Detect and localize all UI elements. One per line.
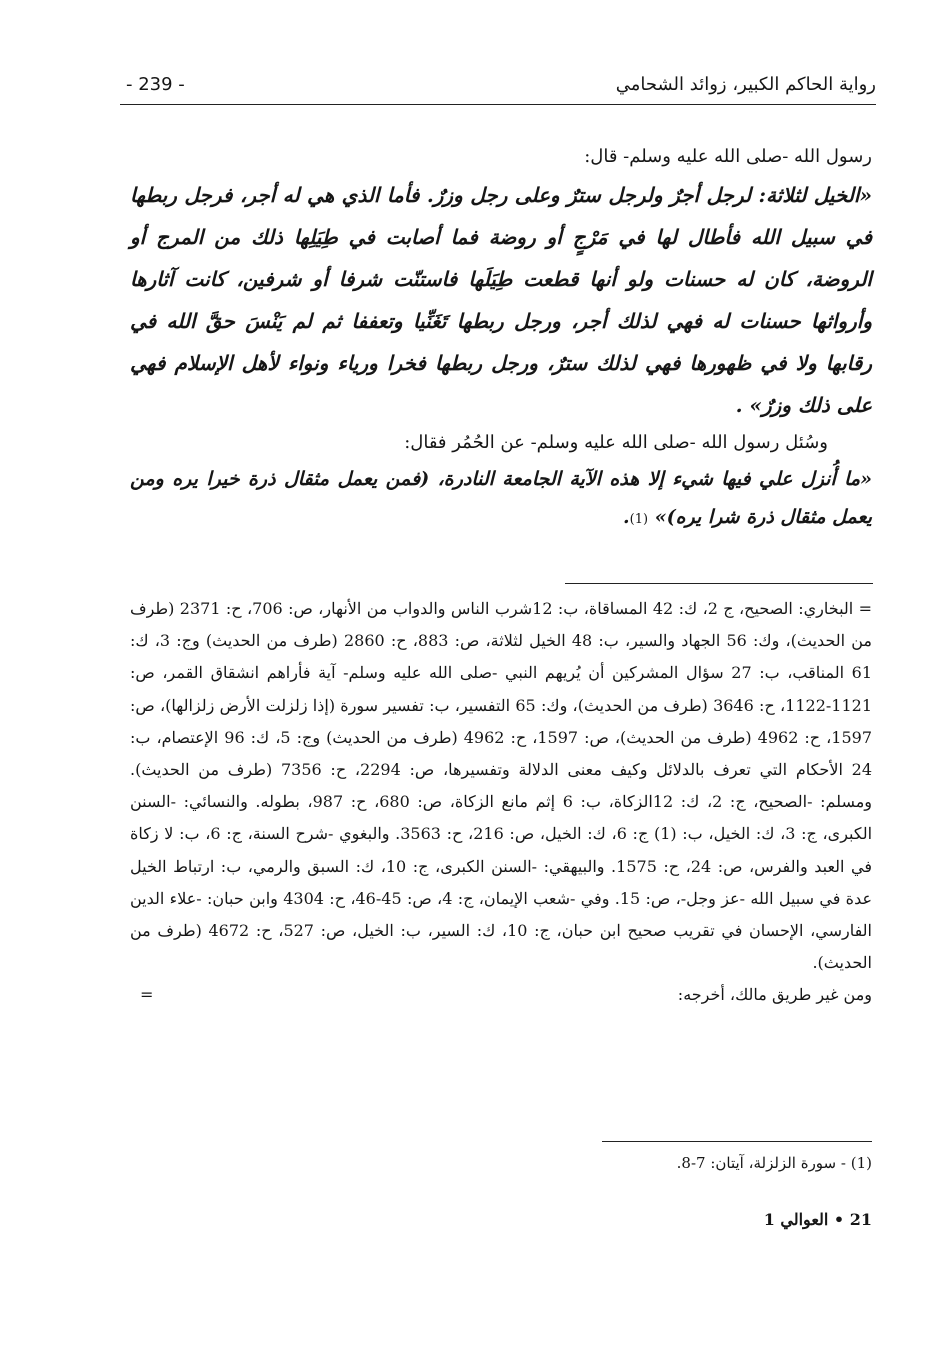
main-text	[130, 140, 872, 539]
page-signature: 21 • العوالي 1	[763, 1210, 872, 1229]
continuation-mark: =	[140, 985, 154, 1005]
narration-intro: رسول الله -صلى الله عليه وسلم- قال:	[584, 146, 872, 167]
footnote-separator	[565, 583, 873, 584]
ayah-note-separator	[602, 1141, 872, 1142]
footnote-continuation	[130, 979, 872, 1011]
page-number: - 239 -	[126, 74, 185, 95]
footnote-sources: = البخاري: الصحيح، ج 2، ك: 42 المساقاة، ب: 12شرب الناس والدواب من الأنهار، ص: 706، ح: 2371 (طرف من الحديث)، وك: 56 الجهاد والسير، ب: 48 الخيل لثلاثة، ص: 883، ح: 2860 (طرف من الحديث) وج: 3، ك: 61 المناقب، ب: 27 سؤال المشركين أن يُريهم النبي -صلى الله عليه وسلم- آية فأراهم انشقاق القمر، ص: 1121-1122، ح: 3646 (طرف من الحديث)، وك: 65 التفسير، ب: تفسير سورة (إذا زلزلت الأرض زلزالها)، ص: 1597، ح: 4962 (طرف من الحديث)، ص: 1597، ح: 4962 (طرف من الحديث) وج: 5، ك: 96 الإعتصام، ب: 24 الأحكام التي تعرف بالدلائل وكيف معنى الدلالة وتفسيرها، ص: 2294، ح: 7356 (طرف من الحديث). ومسلم: -الصحيح، ج: 2، ك: 12الزكاة، ب: 6 إثم مانع الزكاة، ص: 680، ح: 987، بطوله. والنسائي: -السنن الكبرى، ج: 3، ك: الخيل، ب: (1) ج: 6، ك: الخيل، ص: 216، ح: 3563. والبغوي -شرح السنة، ج: 6، ب: لا زكاة في العبد والفرس، ص: 24، ح: 1575. والبيهقي: -السنن الكبرى، ج: 10، ك: السبق والرمي، ب: ارتباط الخيل عدة في سبيل الله -عز وجل-، ص: 15. وفي -شعب الإيمان، ج: 4، ص: 45-46، ح: 4304 وابن حبان: -علاء الدين الفارسي، الإحسان في تقريب صحيح ابن حبان، ج: 10، ك: السير، ب: الخيل، ص: 527، ح: 4672 (طرف من الحديث).	[130, 599, 873, 973]
continuation-text: ومن غير طريق مالك، أخرجه:	[677, 985, 872, 1005]
narration-question: وسُئل رسول الله -صلى الله عليه وسلم- عن الحُمُر فقال:	[404, 432, 828, 453]
hadith-donkeys	[130, 460, 872, 539]
footnote-ref: (1)	[629, 512, 649, 527]
hadith-donkeys-text: «ما أُنزل علي فيها شيء إلا هذه الآية الجامعة النادرة، (فمن يعمل مثقال ذرة خيرا يره ومن يعمل مثقال ذرة شرا يره)»	[130, 468, 872, 528]
hadith-horses: «الخيل لثلاثة: لرجل أجرٌ ولرجل سترٌ وعلى رجل وزرٌ. فأما الذي هي له أجر، فرجل ربطها في سبيل الله فأطال لها في مَرْجٍ أو روضة فما أصابت في طِيَلِها ذلك من المرج أو الروضة، كان له حسنات ولو أنها قطعت طِيَلَها فاستنّت شرفا أو شرفين، كانت آثارها وأرواثها حسنات له فهي لذلك أجر، ورجل ربطها تَغَنِّيا وتعففا ثم لم يَنْسَ حقَّ الله في رقابها ولا في ظهورها فهي لذلك سترٌ، ورجل ربطها فخرا ورياء ونواء لأهل الإسلام فهي على ذلك وزرٌ» .	[130, 183, 872, 417]
ayah-footnote: (1) - سورة الزلزلة، آيتان: 7-8.	[676, 1154, 872, 1172]
hadith-donkeys-end: .	[623, 506, 630, 528]
running-header	[120, 70, 876, 105]
running-title: رواية الحاكم الكبير، زوائد الشحامي	[615, 74, 876, 95]
footnotes	[130, 593, 872, 1012]
